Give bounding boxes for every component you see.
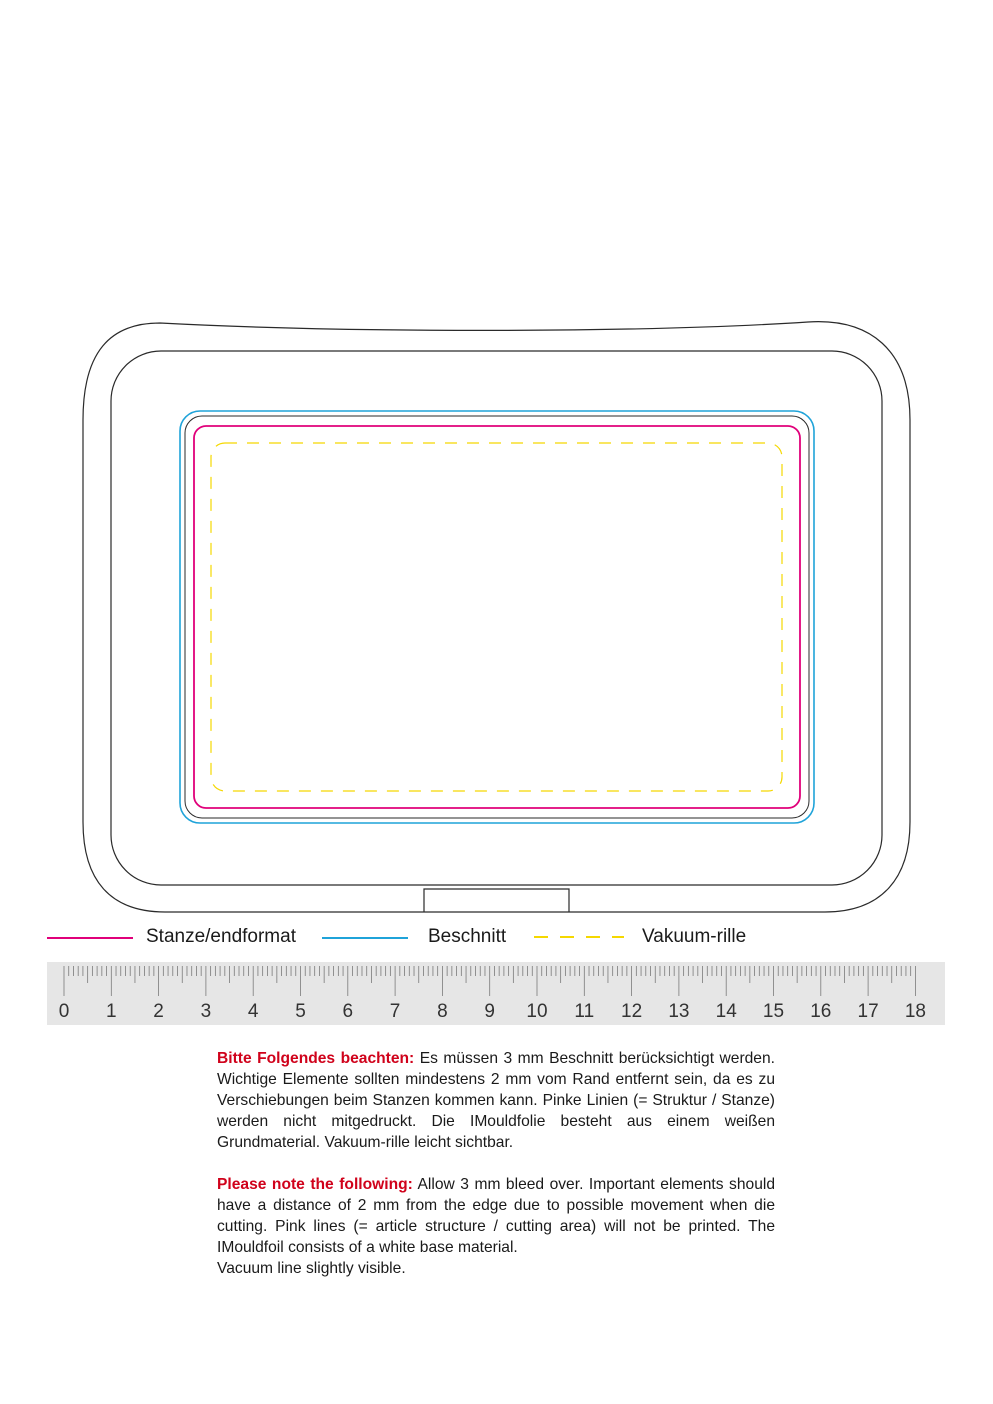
note-english (217, 1174, 775, 1279)
legend-swatch-vacuum (534, 932, 624, 942)
ruler-label: 12 (621, 1001, 643, 1022)
ruler-label: 1 (106, 1001, 117, 1022)
hinge-tab (424, 889, 569, 912)
ruler-label: 4 (247, 1001, 259, 1022)
note-german (217, 1048, 775, 1153)
note-english-heading: Please note the following: (217, 1176, 413, 1193)
ruler-label: 10 (526, 1001, 548, 1022)
ruler-label: 15 (762, 1001, 785, 1022)
cavity-outline (185, 416, 809, 818)
ruler-label: 8 (437, 1001, 448, 1022)
ruler-label: 17 (857, 1001, 879, 1022)
ruler-label: 0 (58, 1001, 70, 1022)
legend-swatch-die-cut (47, 937, 133, 939)
ruler-label: 2 (153, 1001, 164, 1022)
line-legend (0, 920, 993, 956)
note-english-tail: Vacuum line slightly visible. (217, 1260, 406, 1277)
ruler-label: 3 (200, 1001, 212, 1022)
bleed-line (180, 411, 814, 823)
legend-swatch-bleed (322, 937, 408, 939)
ruler-label: 14 (715, 1001, 737, 1022)
vacuum-groove-line (211, 443, 782, 791)
note-german-heading: Bitte Folgendes beachten: (217, 1050, 415, 1067)
ruler-label: 7 (389, 1001, 401, 1022)
ruler-label: 6 (342, 1001, 354, 1022)
legend-label-die-cut: Stanze/endformat (146, 926, 296, 947)
ruler-label: 5 (295, 1001, 306, 1022)
die-cut-line (194, 426, 800, 808)
legend-label-vacuum: Vakuum-rille (642, 926, 747, 947)
ruler-label: 13 (668, 1001, 690, 1022)
note-english-body: Allow 3 mm bleed over. Important elements should have a distance of 2 mm from the edge due to possible movement when die cutting. Pink lines (= article structure / cutting area) will not be printed. The IMouldfoil consists of a white base material. (217, 1176, 775, 1256)
ruler-label: 18 (904, 1001, 926, 1022)
ruler-label: 16 (810, 1001, 832, 1022)
ruler (47, 962, 945, 1025)
print-notes (217, 1048, 775, 1300)
ruler-label: 11 (574, 1001, 595, 1022)
ruler-scale (47, 962, 945, 1025)
legend-label-bleed: Beschnitt (428, 926, 507, 947)
ruler-label: 9 (484, 1001, 495, 1022)
note-german-body: Es müssen 3 mm Beschnitt berücksichtigt werden. Wichtige Elemente sollten mindestens 2 mm vom Rand entfernt sein, da es zu Verschiebungen beim Stanzen kommen kann. Pinke Linien (= Struktur / Stanze) werden nicht mitgedruckt. Die IMouldfolie besteht aus einem weißen Grundmaterial. Vakuum-rille leicht sichtbar. (217, 1050, 775, 1151)
lid-inner-rim (111, 351, 882, 885)
